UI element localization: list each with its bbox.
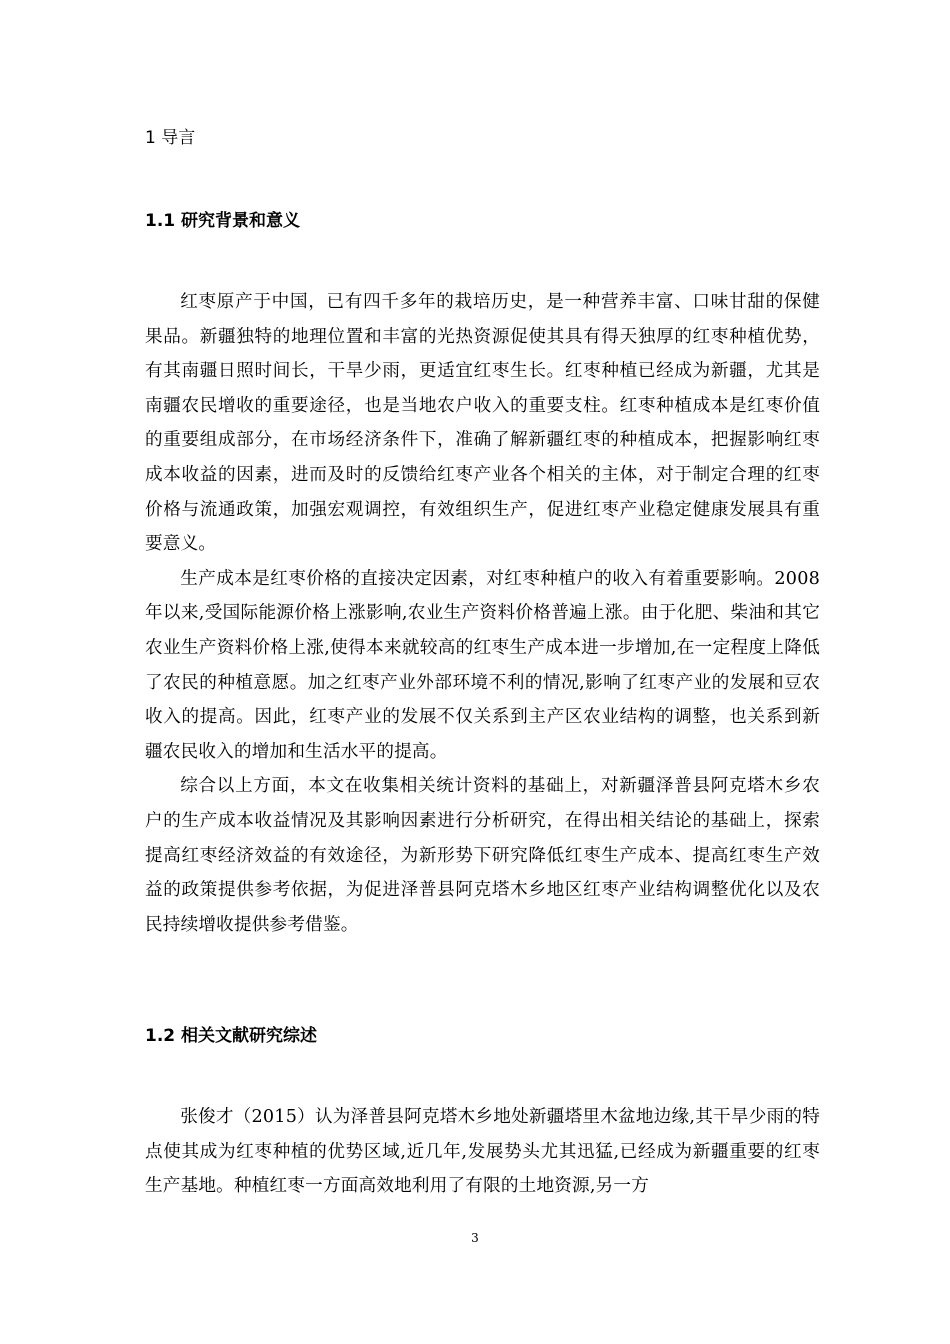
- section-1-2-body: [145, 1100, 820, 1204]
- paragraph: 张俊才（2015）认为泽普县阿克塔木乡地处新疆塔里木盆地边缘,其干旱少雨的特点使其成为红枣种植的优势区域,近几年,发展势头尤其迅猛,已经成为新疆重要的红枣生产基地。种植红枣一方面高效地利用了有限的土地资源,另一方: [145, 1107, 820, 1197]
- section-heading-1-2: 1.2 相关文献研究综述: [145, 1026, 318, 1046]
- section-heading-1-1: 1.1 研究背景和意义: [145, 211, 301, 231]
- paragraph: 生产成本是红枣价格的直接决定因素，对红枣种植户的收入有着重要影响。2008年以来,受国际能源价格上涨影响,农业生产资料价格普遍上涨。由于化肥、柴油和其它农业生产资料价格上涨,使得本来就较高的红枣生产成本进一步增加,在一定程度上降低了农民的种植意愿。加之红枣产业外部环境不利的情况,影响了红枣产业的发展和豆农收入的提高。因此，红枣产业的发展不仅关系到主产区农业结构的调整，也关系到新疆农民收入的增加和生活水平的提高。: [145, 568, 820, 762]
- paragraph: 红枣原产于中国，已有四千多年的栽培历史，是一种营养丰富、口味甘甜的保健果品。新疆独特的地理位置和丰富的光热资源促使其具有得天独厚的红枣种植优势，有其南疆日照时间长，干旱少雨，更适宜红枣生长。红枣种植已经成为新疆，尤其是南疆农民增收的重要途径，也是当地农户收入的重要支柱。红枣种植成本是红枣价值的重要组成部分，在市场经济条件下，准确了解新疆红枣的种植成本，把握影响红枣成本收益的因素，进而及时的反馈给红枣产业各个相关的主体，对于制定合理的红枣价格与流通政策，加强宏观调控，有效组织生产，促进红枣产业稳定健康发展具有重要意义。: [145, 292, 820, 555]
- section-heading-1: 1 导言: [145, 128, 196, 148]
- paragraph: 综合以上方面，本文在收集相关统计资料的基础上，对新疆泽普县阿克塔木乡农户的生产成本收益情况及其影响因素进行分析研究，在得出相关结论的基础上，探索提高红枣经济效益的有效途径，为新形势下研究降低红枣生产成本、提高红枣生产效益的政策提供参考依据，为促进泽普县阿克塔木乡地区红枣产业结构调整优化以及农民持续增收提供参考借鉴。: [145, 776, 820, 935]
- page-number: 3: [471, 1231, 479, 1245]
- section-1-1-body: [145, 285, 820, 942]
